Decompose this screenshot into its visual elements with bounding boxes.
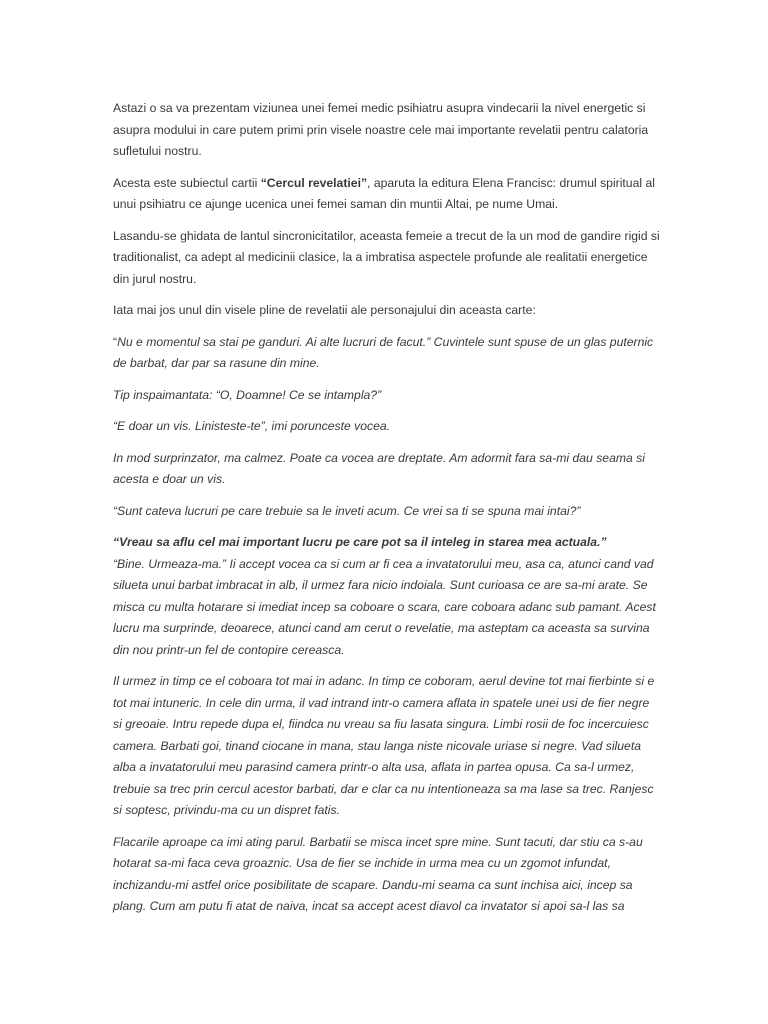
paragraph-dream-question: “Sunt cateva lucruri pe care trebuie sa le inveti acum. Ce vrei sa ti se spuna mai intai?” (113, 503, 581, 518)
book-title: “Cercul revelatiei” (260, 175, 368, 190)
paragraph-dream-request: “Vreau sa aflu cel mai important lucru pe care pot sa il inteleg in starea mea actuala.” (113, 535, 607, 549)
document-body (113, 98, 661, 928)
dream-voice-text: Nu e momentul sa stai pe ganduri. Ai alte lucruri de facut.” Cuvintele sunt spuse de un glas puternic de barbat, dar par sa rasune din mine. (113, 334, 654, 370)
opening-quote: “ (113, 334, 118, 349)
paragraph-dream-fear: Tip inspaimantata: “O, Doamne! Ce se intampla?” (113, 387, 382, 402)
book-subject-text-start: Acesta este subiectul cartii (113, 175, 261, 190)
paragraph-background: Lasandu-se ghidata de lantul sincronicitatilor, aceasta femeie a trecut de la un mod de gandire rigid si traditionalist, ca adept al medicinii clasice, la a imbratisa aspectele profunde ale realitatii energetice din jurul nostru. (113, 228, 660, 286)
paragraph-dream-calm: In mod surprinzator, ma calmez. Poate ca vocea are dreptate. Am adormit fara sa-mi dau seama si acesta e doar un vis. (113, 450, 645, 486)
paragraph-intro: Astazi o sa va prezentam viziunea unei femei medic psihiatru asupra vindecarii la nivel energetic si asupra modului in care putem primi prin visele noastre cele mai importante revelatii pentru calatoria sufletului nostru. (113, 101, 649, 158)
paragraph-dream-trapped: Flacarile aproape ca imi ating parul. Barbatii se misca incet spre mine. Sunt tacuti, dar stiu ca s-au hotarat sa-mi faca ceva groaznic. Usa de fier se inchide in urma mea cu un zgomot infundat, inchizandu-mi astfel orice posibilitate de scapare. Dandu-mi seama ca sunt inchisa aici, incep sa plang. Cum am putu fi atat de naiva, incat sa accept acest diavol ca invatator si apoi sa-l las sa (113, 834, 643, 913)
paragraph-dream-voice (113, 332, 661, 375)
paragraph-dream-descent: Il urmez in timp ce el coboara tot mai in adanc. In timp ce coboram, aerul devine tot mai fierbinte si e tot mai intuneric. In cele din urma, il vad intrand intr-o camera aflata in spatele unei usi de fier negre si greoaie. Intru repede dupa el, fiindca nu vreau sa fiu lasata singura. Limbi rosii de foc incercuiesc camera. Barbati goi, tinand ciocane in mana, stau langa niste nicovale uriase si negre. Vad silueta alba a invatatorului meu parasind camera printr-o alta usa, aflata in partea opusa. Ca sa-l urmez, trebuie sa trec prin cercul acestor barbati, dar e clar ca nu intentioneaza sa ma lase sa trec. Ranjesc si soptesc, privindu-ma cu un dispret fatis. (113, 674, 655, 817)
paragraph-dream-calm-voice: “E doar un vis. Linisteste-te”, imi porunceste vocea. (113, 419, 391, 433)
paragraph-dream-follow: “Bine. Urmeaza-ma.” Ii accept vocea ca si cum ar fi cea a invatatorului meu, asa ca, atunci cand vad silueta unui barbat imbracat in alb, il urmez fara nicio indoiala. Sunt curioasa ce are sa-mi arate. Se misca cu multa hotarare si imediat incep sa coboare o scara, care coboara adanc sub pamant. Acest lucru ma surprinde, deoarece, atunci cand am cerut o revelatie, ma asteptam ca aceasta sa survina din nou printr-un fel de contopire cereasca. (113, 556, 656, 657)
book-subject-text-end: , aparuta la editura Elena Francisc: drumul spiritual al unui psihiatru ce ajunge ucenica unei femei saman din muntii Altai, pe nume Umai. (113, 175, 655, 211)
paragraph-book-subject (113, 173, 661, 216)
paragraph-dream-intro: Iata mai jos unul din visele pline de revelatii ale personajului din aceasta carte: (113, 303, 536, 317)
